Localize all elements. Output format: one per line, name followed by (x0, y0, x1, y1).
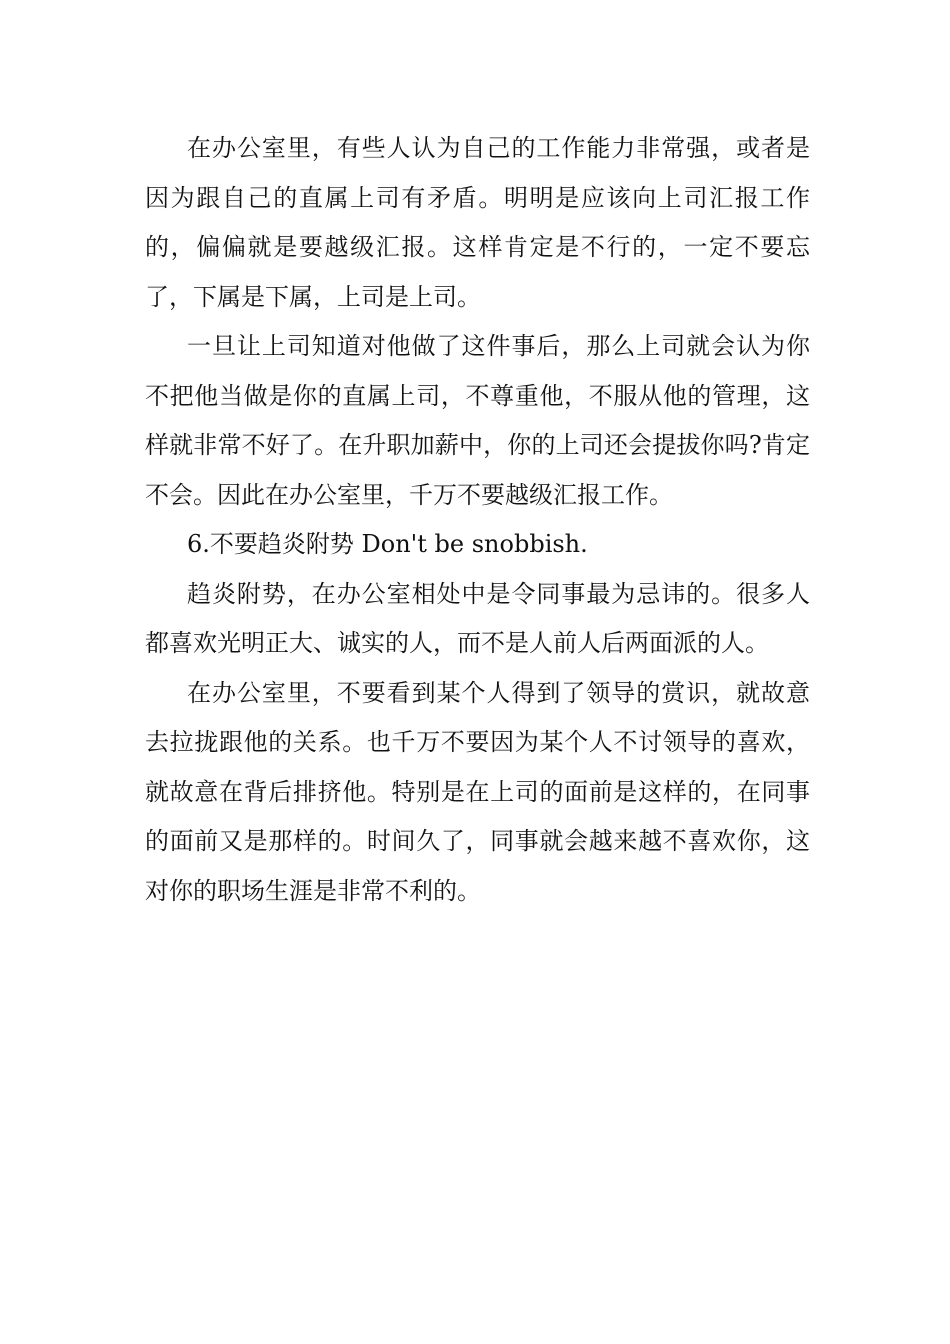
paragraph-snobbish-intro: 趋炎附势，在办公室相处中是令同事最为忌讳的。很多人都喜欢光明正大、诚实的人，而不是人前人后两面派的人。 (145, 579, 810, 657)
document-body (145, 124, 810, 916)
section-heading: 6.不要趋炎附势 Don't be snobbish. (187, 530, 588, 558)
paragraph-skip-level-reporting: 在办公室里，有些人认为自己的工作能力非常强，或者是因为跟自己的直属上司有矛盾。明明是应该向上司汇报工作的，偏偏就是要越级汇报。这样肯定是不行的，一定不要忘了，下属是下属，上司是上司。 (145, 134, 810, 311)
paragraph-snobbish-detail: 在办公室里，不要看到某个人得到了领导的赏识，就故意去拉拢跟他的关系。也千万不要因为某个人不讨领导的喜欢，就故意在背后排挤他。特别是在上司的面前是这样的，在同事的面前又是那样的。时间久了，同事就会越来越不喜欢你，这对你的职场生涯是非常不利的。 (145, 678, 810, 905)
paragraph-consequences: 一旦让上司知道对他做了这件事后，那么上司就会认为你不把他当做是你的直属上司，不尊重他，不服从他的管理，这样就非常不好了。在升职加薪中，你的上司还会提拔你吗?肯定不会。因此在办公室里，千万不要越级汇报工作。 (145, 332, 810, 509)
